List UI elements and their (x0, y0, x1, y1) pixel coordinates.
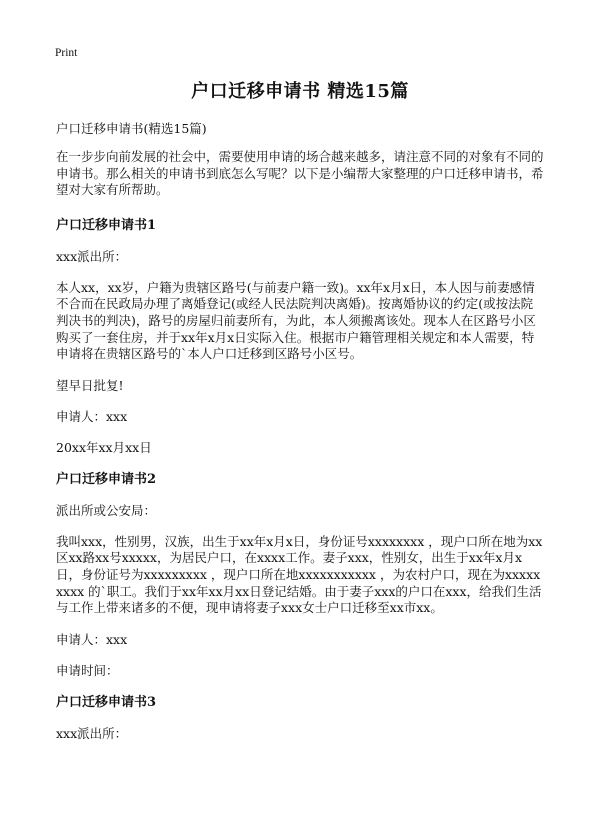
section-title-2: 户口迁移申请书2 (56, 471, 157, 487)
date-1: 20xx年xx月xx日 (56, 439, 152, 455)
closing-1: 望早日批复! (56, 377, 124, 393)
application-3 (56, 694, 544, 742)
date-label-2: 申请时间： (56, 662, 119, 678)
document-subtitle: 户口迁移申请书(精选15篇) (56, 121, 207, 136)
application-body-1: 本人xx，xx岁，户籍为贵辖区路号(与前妻户籍一致)。xx年x月x日，本人因与前妻感情不合而在民政局办理了离婚登记(或经人民法院判决离婚)。按离婚协议的约定(或按法院判决书的判决)，路号的房屋归前妻所有，为此，本人须搬离该处。现本人在区路号小区购买了一套住房，并于xx年x月x日实际入住。根据市户籍管理相关规定和本人需要，特申请将在贵辖区路号的`本人户口迁移到区路号小区号。 (56, 279, 536, 362)
applicant-2: 申请人：xxx (56, 631, 128, 647)
application-1 (56, 217, 544, 456)
section-title-1: 户口迁移申请书1 (56, 217, 157, 233)
application-2 (56, 471, 544, 679)
addressee-1: xxx派出所： (56, 248, 128, 264)
print-link[interactable]: Print (55, 47, 78, 59)
intro-paragraph: 在一步步向前发展的社会中，需要使用申请的场合越来越多，请注意不同的对象有不同的申请书。那么相关的申请书到底怎么写呢？以下是小编帮大家整理的户口迁移申请书，希望对大家有所帮助。 (56, 149, 544, 198)
application-body-2: 我叫xxx，性别男，汉族，出生于xx年x月x日，身份证号xxxxxxxx ，现户口所在地为xx区xx路xx号xxxxx，为居民户口，在xxxx工作。妻子xxx，性别女，出生于xx年x月x日，身份证号为xxxxxxxxx ，现户口所在地xxxxxxxxxxx ，为农村户口，现在为xxxxxxxxx 的`职工。我们于xx年xx月xx日登记结婚。由于妻子xxx的户口在xxx，给我们生活与工作上带来诸多的不便，现申请将妻子xxx女士户口迁移至xx市xx。 (56, 533, 543, 616)
addressee-2: 派出所或公安局： (56, 502, 157, 518)
applicant-1: 申请人：xxx (56, 408, 128, 424)
document-title: 户口迁移申请书 精选15篇 (191, 81, 409, 102)
section-title-3: 户口迁移申请书3 (56, 694, 157, 710)
addressee-3: xxx派出所： (56, 725, 128, 741)
